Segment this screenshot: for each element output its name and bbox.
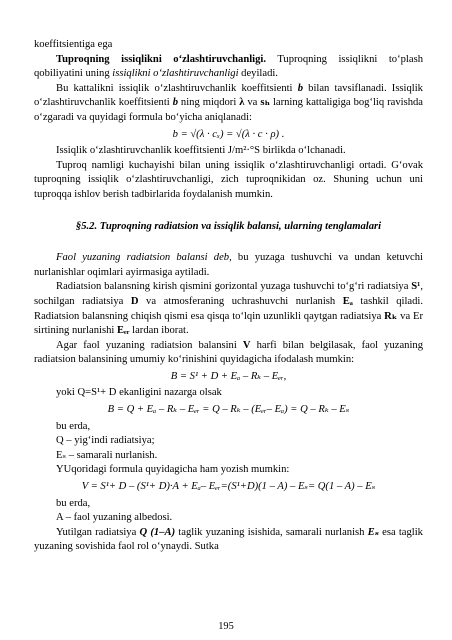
formula-V: V = S¹+ D – (S¹+ D)·A + Eₐ– Eₑᵣ=(S¹+D)(1 – A) – Eₛ= Q(1 – A) – Eₛ xyxy=(81,481,376,493)
para-14: A – faol yuzaning albedosi. xyxy=(56,512,173,524)
page-body xyxy=(34,38,423,555)
para-2: Bu kattalikni issiqlik oʻzlashtiruvchanlik koeffitsienti b bilan tavsiflanadi. Issiqlik oʻzlashtiruvchanlik koeffitsienti b ning miqdori λ va sₕ larning kattaligiga bogʻliq ravishda oʻzgaradi va quyidagi formula boʻyicha aniqlanadi: xyxy=(34,82,424,123)
formula-B: B = S¹ + D + Eₐ – Rₖ – Eₑᵣ, xyxy=(170,370,287,382)
page-number: 195 xyxy=(218,621,234,632)
para-0: koeffitsientiga ega xyxy=(34,39,113,50)
para-7: Agar faol yuzaning radiatsion balansini V harfi bilan belgilasak, faol yuzaning radiatsion balansining umumiy koʻrinishini quyidagicha ifodalash mumkin: xyxy=(34,339,424,366)
section-heading: §5.2. Tuproqning radiatsion va issiqlik balansi, ularning tenglamalari xyxy=(75,220,382,232)
para-13: bu erda, xyxy=(56,497,91,509)
para-9: bu erda, xyxy=(56,420,91,432)
para-3: Issiqlik oʻzlashtiruvchanlik koeffitsienti J/m²·°S birlikda oʻlchanadi. xyxy=(56,145,346,157)
para-1: Tuproqning issiqlikni oʻzlashtiruvchanligi. Tuproqning issiqlikni toʻplash qobiliyatini uning issiqlikni oʻzlashtiruvchanligi deyiladi. xyxy=(34,53,423,80)
para-11: Eₛ – samarali nurlanish. xyxy=(56,449,158,461)
para-6: Radiatsion balansning kirish qismini gorizontal yuzaga tushuvchi toʻgʻri radiatsiya S¹, sochilgan radiatsiya D va atmosferaning uchrashuvchi nurlanish Eₐ tashkil qiladi. Radiatsion balansning chiqish qismi esa qisqa toʻlqin uzunlikli qaytgan radiatsiya Rₖ va Er sirtining nurlanishi Eₑᵣ lardan iborat. xyxy=(34,281,424,337)
para-8: yoki Q=S¹+ D ekanligini nazarga olsak xyxy=(56,387,222,399)
para-15: Yutilgan radiatsiya Q (1–A) taglik yuzaning isishida, samarali nurlanish Eₛ esa taglik yuzaning sovishida faol rol oʻynaydi. Sutka xyxy=(34,526,423,553)
para-10: Q – yigʻindi radiatsiya; xyxy=(56,435,155,447)
formula-b: b = √(λ · cₓ) = √(λ · c · ρ) . xyxy=(172,128,285,140)
para-5: Faol yuzaning radiatsion balansi deb, bu yuzaga tushuvchi va undan ketuvchi nurlanishlar oqimlari ayirmasiga aytiladi. xyxy=(34,252,423,278)
para-12: YUqoridagi formula quyidagicha ham yozish mumkin: xyxy=(56,464,290,476)
formula-B2: B = Q + Eₐ – Rₖ – Eₑᵣ = Q – Rₖ – (Eₑᵣ– Eₐ) = Q – Rₖ – Eₛ xyxy=(107,404,350,416)
para-4: Tuproq namligi kuchayishi bilan uning issiqlik oʻzlashtiruvchanligi ortadi. Gʻovak tuproqning issiqlik oʻzlashtiruvchanligi, zich tuproqnikidan oz. Shuning uchun uni tuproqqa ishlov berish tadbirlarida foydalanish mumkin. xyxy=(34,159,423,200)
